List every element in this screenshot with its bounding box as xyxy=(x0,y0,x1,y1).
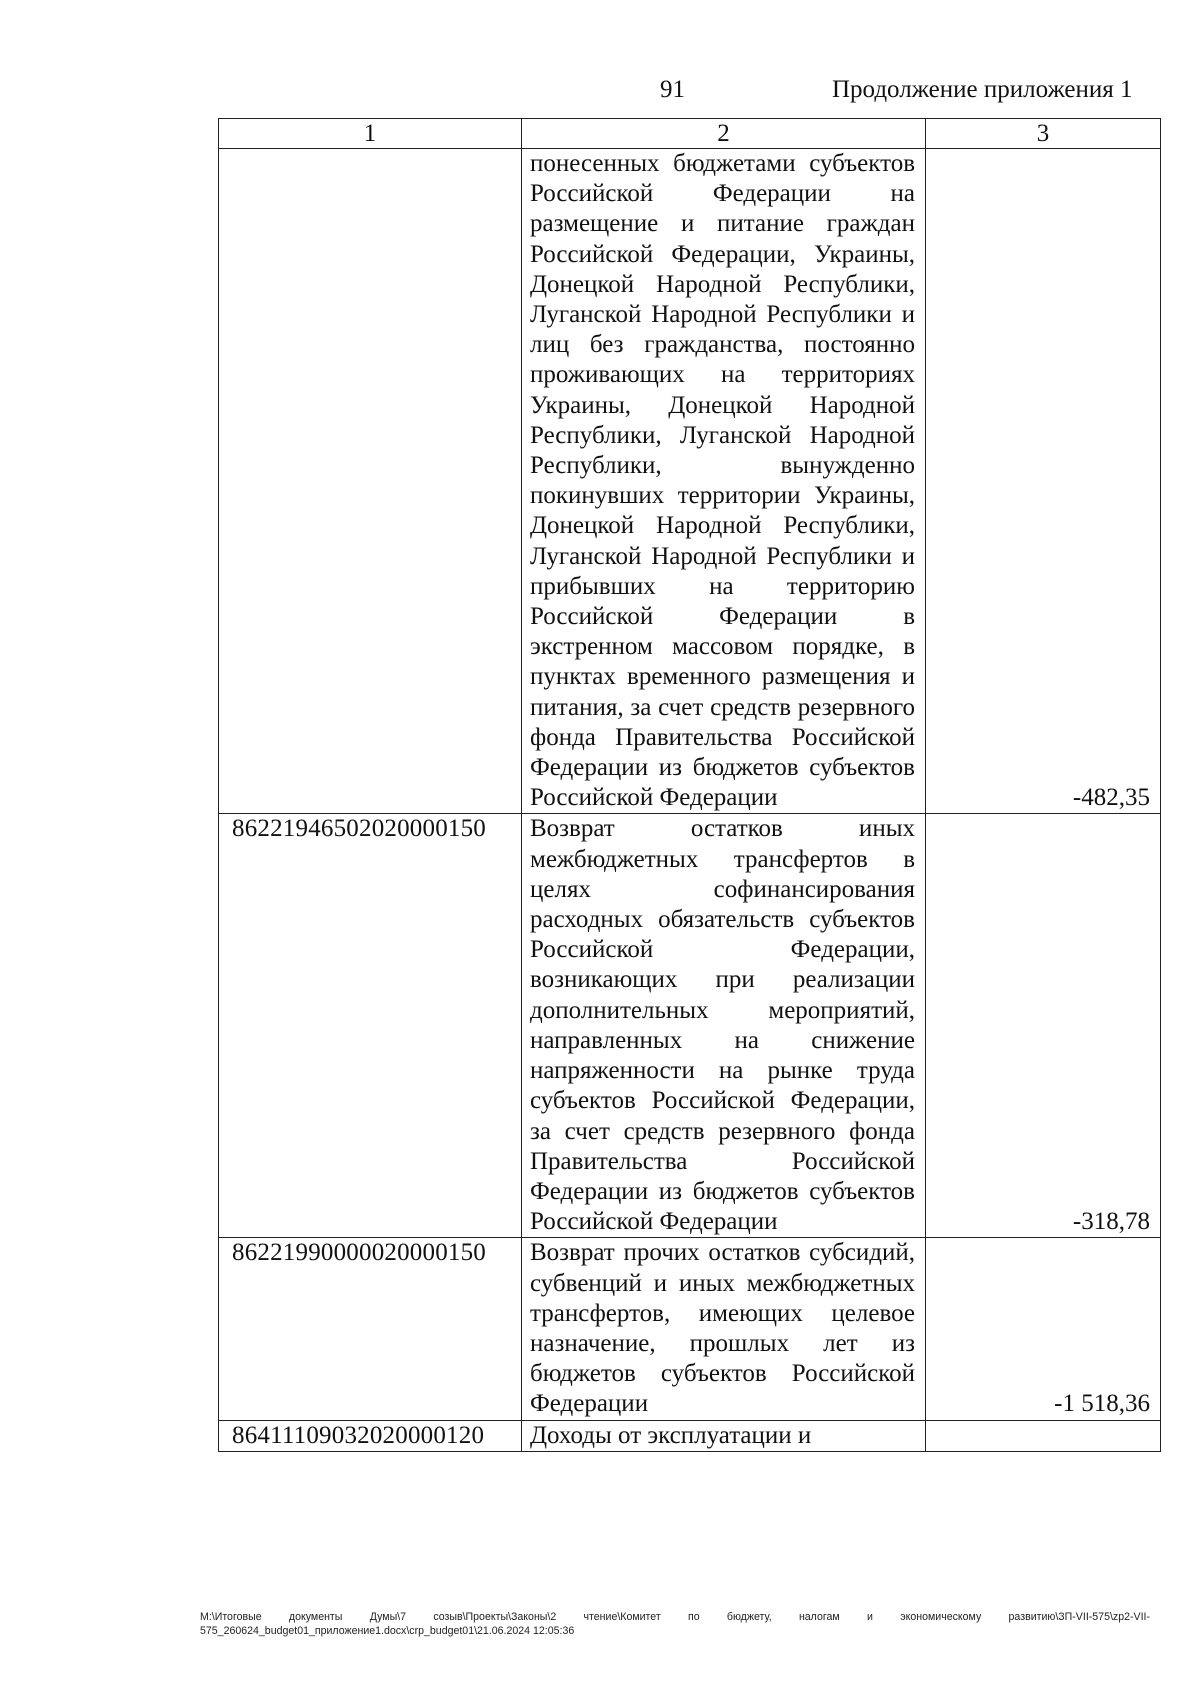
row-description: Возврат остатков иных межбюджетных трансфертов в целях софинансирования расходных обязательств субъектов Российской Федерации, возникающих при реализации дополнительных мероприятий, направленных на снижение напряженности на рынке труда субъектов Российской Федерации, за счет средств резервного фонда Правительства Российской Федерации из бюджетов субъектов Российской Федерации xyxy=(522,814,926,1238)
table-row xyxy=(219,149,1161,814)
row-description: Доходы от эксплуатации и xyxy=(522,1420,926,1451)
row-code: 86221990000020000150 xyxy=(219,1238,522,1420)
page-number: 91 xyxy=(660,76,685,103)
row-code: 86221946502020000150 xyxy=(219,814,522,1238)
row-code: 86411109032020000120 xyxy=(219,1420,522,1451)
file-path-footer: M:\Итоговые документы Думы\7 созыв\Проекты\Законы\2 чтение\Комитет по бюджету, налогам и экономическому развитию\ЗП-VII-575\zp2-VII-575_260624_budget01_приложение1.docx\crp_budget01\21.06.2024 12:05:36 xyxy=(200,1611,1150,1637)
table-row xyxy=(219,1420,1161,1451)
budget-table xyxy=(218,118,1161,1452)
table-row xyxy=(219,814,1161,1238)
table-row xyxy=(219,1238,1161,1420)
row-amount xyxy=(926,1420,1161,1451)
column-header-3: 3 xyxy=(926,119,1161,149)
row-amount: -318,78 xyxy=(926,814,1161,1238)
column-header-1: 1 xyxy=(219,119,522,149)
row-description: Возврат прочих остатков субсидий, субвенций и иных межбюджетных трансфертов, имеющих целевое назначение, прошлых лет из бюджетов субъектов Российской Федерации xyxy=(522,1238,926,1420)
row-code xyxy=(219,149,522,814)
row-description: понесенных бюджетами субъектов Российской Федерации на размещение и питание граждан Российской Федерации, Украины, Донецкой Народной Республики, Луганской Народной Республики и лиц без гражданства, постоянно проживающих на территориях Украины, Донецкой Народной Республики, Луганской Народной Республики, вынужденно покинувших территории Украины, Донецкой Народной Республики, Луганской Народной Республики и прибывших на территорию Российской Федерации в экстренном массовом порядке, в пунктах временного размещения и питания, за счет средств резервного фонда Правительства Российской Федерации из бюджетов субъектов Российской Федерации xyxy=(522,149,926,814)
row-amount: -482,35 xyxy=(926,149,1161,814)
continuation-label: Продолжение приложения 1 xyxy=(832,76,1133,103)
row-amount: -1 518,36 xyxy=(926,1238,1161,1420)
table-header-row xyxy=(219,119,1161,149)
column-header-2: 2 xyxy=(522,119,926,149)
